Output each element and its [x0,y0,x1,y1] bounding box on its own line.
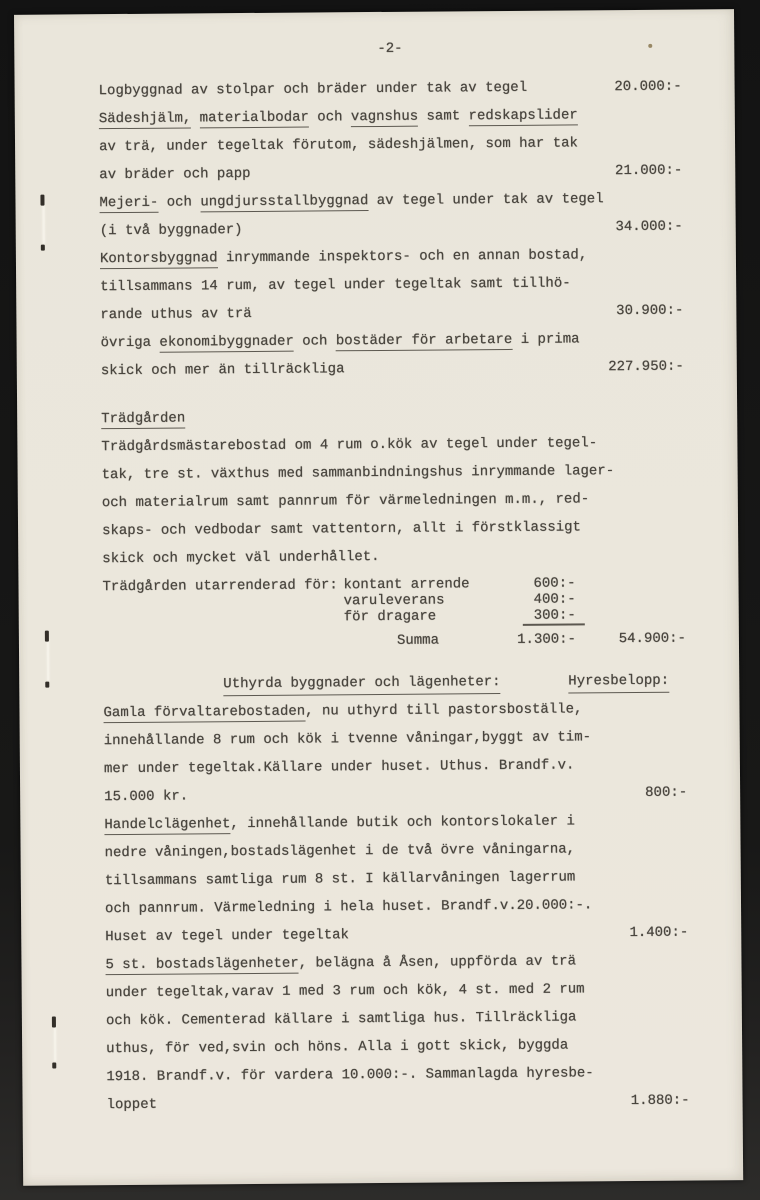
document-page [14,9,743,1186]
sub-amount-value [466,606,576,626]
rented-buildings-heading: Uthyrda byggnader och lägenheter: [223,673,500,696]
text-segment: och [158,194,201,211]
staple-groove [54,1025,56,1062]
text-segment: av tegel under tak av tegel [368,191,604,210]
staple-hole [45,631,49,642]
text-segment [191,110,200,126]
text-segment: Logbyggnad av stolpar och bräder under tak av tegel [98,79,528,100]
text-segment: uthus, för ved,svin och höns. Alla i gott skick, byggda [106,1037,569,1058]
text-segment: (i två byggnader) [99,222,243,240]
middle-column-text: varuleverans [343,592,445,610]
text-segment: 15.000 kr. [104,788,189,806]
sub-amount-text: 600:- [533,575,576,592]
text-segment: 1918. Brandf.v. för vardera 10.000:-. Sammanlagda hyresbe- [106,1065,594,1086]
text-segment: och pannrum. Värmeledning i hela huset. Brandf.v.20.000:-. [104,897,593,918]
amount-value: 30.900:- [616,302,684,320]
paper-speck [648,44,652,48]
text-segment: Huset av tegel under tegeltak [105,927,349,946]
underlined-text: Trädgården [101,410,186,428]
text-line [17,357,737,391]
text-segment: och [293,333,336,350]
rent-amount-heading: Hyresbelopp: [568,672,669,694]
text-segment: av bräder och papp [99,165,251,184]
underlined-text: materialbodar [199,109,309,127]
sub-amount-text: 300:- [533,607,576,624]
text-segment: Trädgårdsmästarebostad om 4 rum o.kök av tegel under tegel- [101,435,598,456]
text-segment: i prima [512,331,580,348]
staple-mark [39,195,48,251]
text-segment: rande uthus av trä [100,305,252,324]
amount-value: 1.880:- [630,1092,690,1110]
underlined-text: vagnshus [350,108,419,126]
text-line [23,1091,743,1125]
amount-value: 800:- [645,784,688,801]
amount-value: 54.900:- [618,630,686,648]
typewritten-text-block [14,37,742,1125]
text-segment: innehållande 8 rum och kök i tvenne våningar,byggt av tim- [103,729,592,750]
text-segment: skick och mycket väl underhållet. [102,548,380,568]
text-segment: och kök. Cementerad källare i samtliga hus. Tillräckliga [105,1009,577,1030]
underlined-text: ungdjursstallbyggnad [200,193,369,211]
text-segment: under tegeltak,varav 1 med 3 rum och kök, 4 st. med 2 rum [105,981,585,1002]
text-segment: tillsammans 14 rum, av tegel under tegeltak samt tillhö- [100,275,571,296]
sub-amount-text: 1.300:- [517,631,576,648]
sum-label: Summa [396,632,440,649]
amount-value: 34.000:- [615,218,683,236]
text-segment: -2- [377,40,403,57]
text-segment: av trä, under tegeltak förutom, sädeshjälmen, som har tak [98,135,578,156]
text-segment: tak, tre st. växthus med sammanbindningshus inrymmande lager- [101,463,615,484]
underlined-text: 5 st. bostadslägenheter [105,955,299,974]
text-segment: Trädgården utarrenderad för: [102,577,338,596]
text-segment: och materialrum samt pannrum för värmeledningen m.m., red- [101,491,590,512]
text-segment: och [308,109,351,126]
text-segment: nedre våningen,bostadslägenhet i de två övre våningarna, [104,841,576,862]
underlined-text: bostäder för arbetare [335,331,513,350]
underlined-text: Kontorsbyggnad [99,250,218,268]
underlined-text: ekonomibyggnader [159,333,294,351]
text-segment: skick och mer än tillräckliga [100,361,345,380]
sum-row [19,629,739,663]
text-segment: loppet [106,1096,158,1114]
text-segment: , innehållande butik och kontorslokaler i [230,813,575,833]
staple-mark [51,1016,60,1068]
underlined-text: Handelclägenhet [104,816,231,834]
amount-value: 20.000:- [614,78,682,96]
text-segment: skaps- och vedbodar samt vattentorn, allt i förstklassigt [102,519,582,540]
staple-hole [41,245,45,251]
text-segment: , belägna å Åsen, uppförda av trä [298,953,577,972]
underlined-text: Sädeshjälm, [98,110,192,128]
middle-column-text: för dragare [343,608,437,626]
sub-amount-text: 400:- [533,591,576,608]
amount-value: 21.000:- [614,162,683,180]
middle-column-text: kontant arrende [343,576,470,594]
staple-groove [47,639,49,681]
staple-mark [44,631,53,688]
page-number [14,37,734,71]
staple-hole [40,195,44,206]
underlined-text: redskapslider [468,107,578,125]
underlined-text: Gamla förvaltarebostaden [103,703,306,722]
text-segment: tillsammans samtliga rum 8 st. I källarvåningen lagerrum [104,869,576,890]
staple-hole [52,1017,56,1028]
amount-value: 1.400:- [629,924,689,942]
text-segment: samt [418,108,469,125]
underlined-text: Mejeri- [99,194,159,212]
text-segment: , nu uthyrd till pastorsboställe, [305,701,583,720]
staple-groove [42,203,44,244]
staple-hole [52,1063,56,1069]
text-segment: mer under tegeltak.Källare under huset. Uthus. Brandf.v. [103,757,575,778]
staple-hole [45,682,49,688]
text-segment: övriga [100,334,160,352]
text-segment: inrymmande inspektors- och en annan bostad, [217,247,588,267]
amount-value: 227.950:- [608,358,684,376]
